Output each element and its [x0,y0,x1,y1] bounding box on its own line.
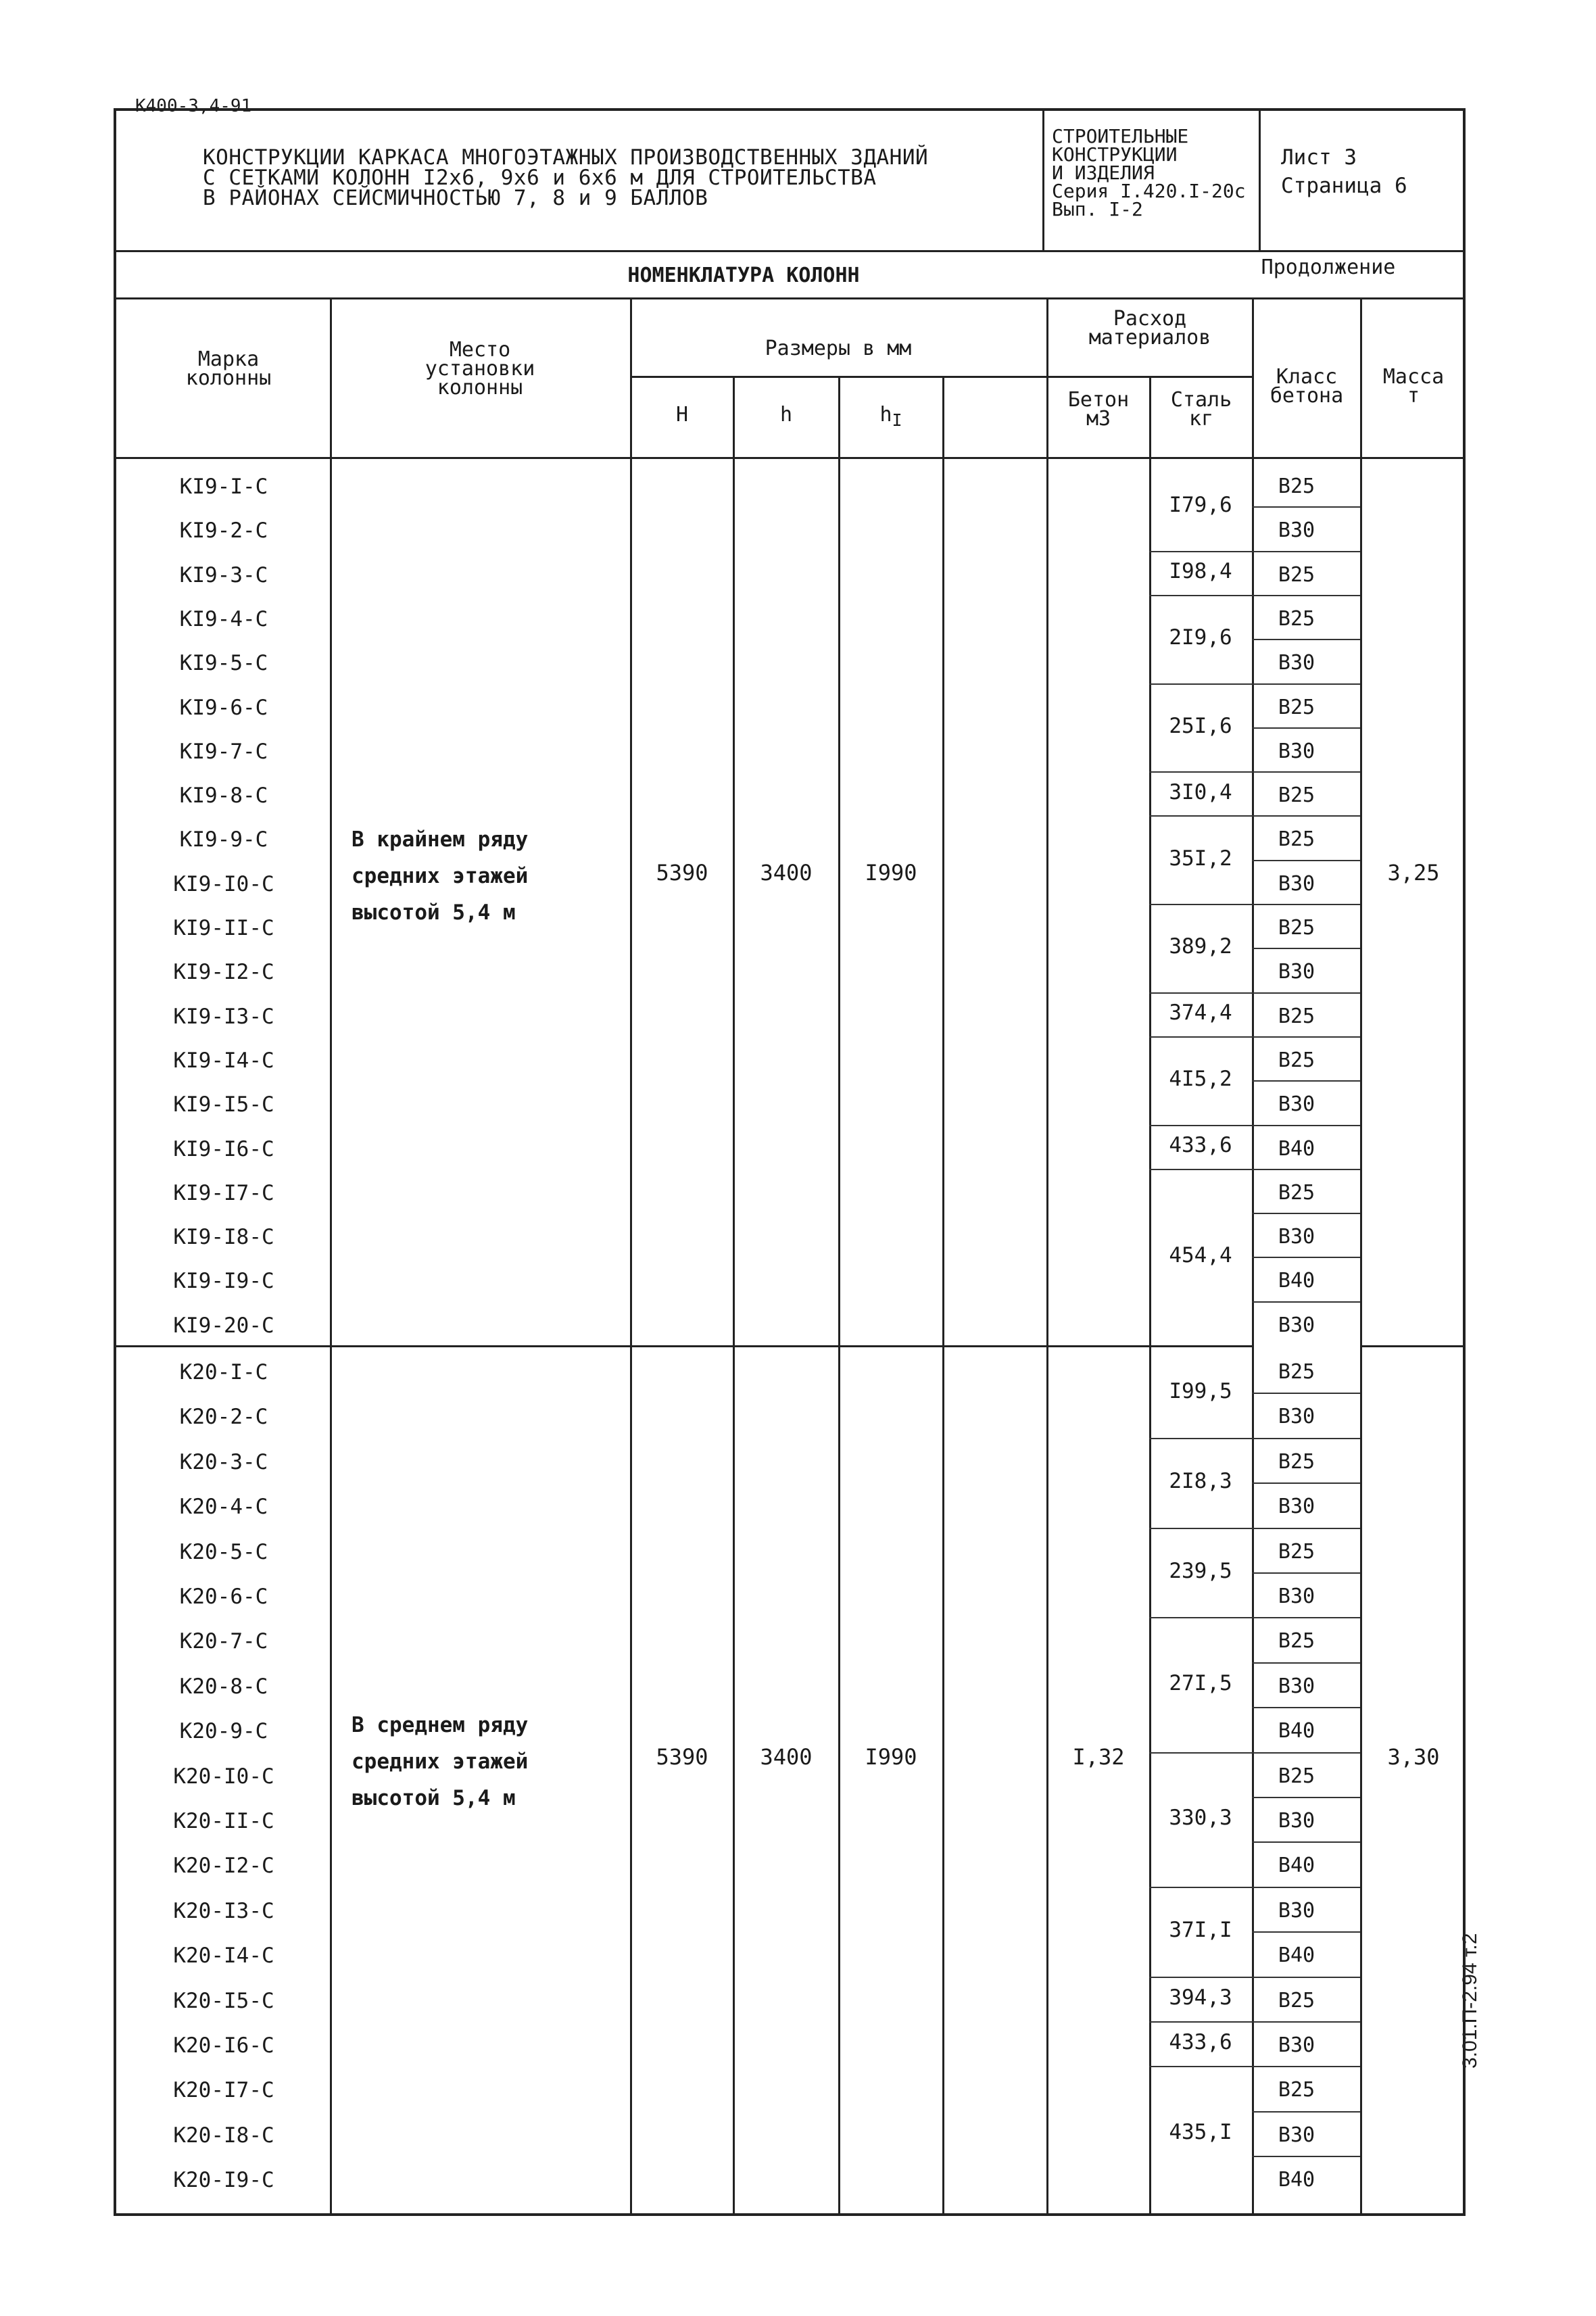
steel-consumption: 389,2 [1169,934,1232,959]
header-text: Место [449,338,511,362]
class-row-line [1252,2066,1360,2067]
class-row-line [1252,1887,1360,1888]
concrete-class: В30 [1278,1225,1315,1249]
class-row-line [1252,1931,1360,1933]
column-mark: К20-8-С [179,1674,268,1699]
class-row-line [1252,1125,1360,1126]
class-row-line [1252,948,1360,949]
header-text: Масса [1382,365,1445,389]
concrete-class: В30 [1278,1313,1315,1337]
concrete-class: В25 [1278,1629,1315,1654]
steel-consumption: 25I,6 [1169,713,1232,738]
series-line: КОНСТРУКЦИИ [1052,143,1178,166]
steel-consumption: 4I5,2 [1169,1067,1232,1092]
group2-H: 5390 [656,1744,708,1770]
header-sizes: Размеры в мм [765,337,912,360]
steel-consumption: 433,6 [1169,1133,1232,1158]
class-row-line [1252,506,1360,508]
header-text: м3 [1086,407,1111,431]
col-line-place [330,297,332,2216]
class-row-line [1252,1213,1360,1214]
class-row-line [1252,815,1360,817]
column-mark: КI9-3-С [179,562,268,587]
group1-h: 3400 [760,860,813,886]
title-block-bottom-line [114,250,1466,252]
column-mark: К20-7-С [179,1629,268,1654]
steel-row-line [1149,904,1252,905]
class-row-line [1252,1528,1360,1529]
class-row-line [1252,1036,1360,1038]
class-row-line [1252,1080,1360,1082]
steel-row-line [1149,771,1252,773]
steel-consumption: 35I,2 [1169,846,1232,871]
col-line-h1 [838,376,840,2216]
steel-consumption: 2I8,3 [1169,1469,1232,1494]
column-mark: КI9-20-С [173,1313,274,1338]
series-line: Серия I.420.I-20с [1052,180,1246,202]
side-document-code: 3.01.П-2.94 т.2 [1459,1933,1481,2069]
steel-row-line [1149,992,1252,994]
class-row-line [1252,1617,1360,1618]
steel-consumption: I98,4 [1169,559,1232,584]
steel-consumption: 435,I [1169,2120,1232,2144]
concrete-class: В25 [1278,1180,1315,1205]
concrete-class: В30 [1278,1495,1315,1519]
class-row-line [1252,595,1360,596]
column-mark: К20-I9-С [173,2168,274,2193]
column-mark: К20-I-С [179,1360,268,1384]
header-subscript: I [892,410,902,430]
column-mark: КI9-II-С [173,916,274,940]
steel-row-line [1149,815,1252,817]
steel-row-line [1149,595,1252,596]
column-mark: КI9-9-С [179,827,268,852]
series-line: СТРОИТЕЛЬНЫЕ [1052,125,1189,147]
concrete-class: В30 [1278,960,1315,984]
concrete-class: В30 [1278,2033,1315,2057]
concrete-class: В40 [1278,1854,1315,1878]
class-row-line [1252,727,1360,729]
concrete-class: В25 [1278,1360,1315,1384]
header-steel [1151,388,1252,431]
concrete-class: В25 [1278,695,1315,719]
steel-row-line [1149,1977,1252,1978]
steel-row-line [1149,1438,1252,1439]
header-text: Расход [1113,307,1187,331]
column-mark: КI9-I6-С [173,1136,274,1161]
title-block-divider [1042,108,1044,251]
steel-consumption: 374,4 [1169,1000,1232,1026]
concrete-class: В30 [1278,1405,1315,1429]
column-mark: К20-I3-С [173,1898,274,1923]
steel-row-line [1149,1617,1252,1618]
place-line: высотой 5,4 м [352,1786,516,1810]
header-text: установки [425,357,535,381]
concrete-class: В25 [1278,606,1315,631]
column-mark: КI9-I3-С [173,1004,274,1029]
column-mark: КI9-I2-С [173,960,274,985]
title-line: С СЕТКАМИ КОЛОНН I2х6, 9х6 и 6х6 м ДЛЯ СТРОИТЕЛЬСТВА [203,166,877,190]
group1-H: 5390 [656,860,708,886]
column-mark: К20-I5-С [173,1988,274,2013]
class-row-line [1252,2021,1360,2023]
class-row-line [1252,1301,1360,1303]
steel-row-line [1149,551,1252,552]
steel-consumption: 27I,5 [1169,1671,1232,1695]
column-mark: КI9-8-С [179,783,268,809]
concrete-class: В25 [1278,562,1315,587]
column-mark: КI9-I5-С [173,1092,274,1117]
group1-mass: 3,25 [1387,860,1440,886]
header-mass [1361,365,1466,408]
group2-mass: 3,30 [1387,1744,1440,1770]
concrete-class: В25 [1278,916,1315,940]
steel-row-line [1149,1887,1252,1888]
steel-row-line [1149,1169,1252,1170]
header-text: бетона [1269,384,1344,408]
column-mark: К20-I8-С [173,2123,274,2148]
column-mark: К20-I7-С [173,2078,274,2103]
steel-consumption: I99,5 [1169,1379,1232,1404]
column-mark: К20-5-С [179,1539,268,1564]
document-title [203,147,1027,208]
header-h1 [840,403,942,430]
column-mark: КI9-I4-С [173,1048,274,1073]
column-mark: К20-II-С [173,1809,274,1833]
series-block [1052,127,1255,218]
header-H: H [675,403,689,427]
concrete-class: В25 [1278,1004,1315,1028]
concrete-class: В30 [1278,1809,1315,1833]
place-line: высотой 5,4 м [352,900,516,925]
class-row-line [1252,1707,1360,1708]
concrete-class: В40 [1278,1269,1315,1293]
class-row-line [1252,2156,1360,2157]
col-line-h [733,376,735,2216]
column-mark: К20-I6-С [173,2033,274,2058]
column-mark: К20-9-С [179,1719,268,1744]
continuation-label: Продолжение [1261,256,1396,279]
table-caption: НОМЕНКЛАТУРА КОЛОНН [627,264,860,287]
concrete-class: В25 [1278,1988,1315,2012]
steel-row-line [1149,2021,1252,2023]
header-text: кг [1188,407,1214,431]
col-line-steel [1149,376,1151,2216]
class-row-line [1252,992,1360,994]
concrete-class: В30 [1278,739,1315,763]
series-line: И ИЗДЕЛИЯ [1052,162,1155,184]
column-mark: КI9-4-С [179,606,268,631]
steel-consumption: 2I9,6 [1169,625,1232,650]
concrete-class: В25 [1278,783,1315,808]
sheet-block [1281,143,1457,200]
column-mark: К20-6-С [179,1585,268,1609]
steel-consumption: 394,3 [1169,1985,1232,2010]
concrete-class: В25 [1278,475,1315,498]
steel-consumption: I79,6 [1169,493,1232,518]
column-mark: КI9-I8-С [173,1225,274,1250]
concrete-class: В40 [1278,1944,1315,1968]
header-materials [1048,307,1252,349]
header-text: т [1407,384,1420,408]
column-mark: К20-I0-С [173,1764,274,1789]
column-mark: К20-4-С [179,1495,268,1520]
place-line: В среднем ряду [352,1713,529,1737]
page-number: Страница 6 [1281,174,1407,198]
document-code: К400-3,4-91 [135,96,252,116]
steel-consumption: 3I0,4 [1169,779,1232,804]
steel-consumption: 330,3 [1169,1806,1232,1831]
class-row-line [1252,1797,1360,1798]
title-block-divider-2 [1259,108,1261,251]
header-text: Бетон [1067,388,1130,412]
column-mark: К20-I2-С [173,1854,274,1879]
steel-consumption: 239,5 [1169,1559,1232,1583]
header-class [1253,365,1360,408]
steel-row-line [1149,1528,1252,1529]
col-line-extra [942,376,944,2216]
col-line-H [630,297,632,2216]
header-bottom-line [114,457,1466,459]
class-row-line [1252,2111,1360,2113]
class-row-line [1252,860,1360,861]
concrete-class: В30 [1278,518,1315,543]
header-text: колонны [185,366,272,390]
header-mark [127,347,330,390]
caption-bottom-line [114,297,1466,299]
group-separator-mass [1360,1345,1466,1347]
column-mark: КI9-I7-С [173,1180,274,1205]
class-row-line [1252,771,1360,773]
header-text: Марка [197,347,260,371]
concrete-class: В25 [1278,1048,1315,1072]
concrete-class: В30 [1278,1898,1315,1923]
group1-h1: I990 [865,860,917,886]
concrete-class: В30 [1278,651,1315,675]
group2-place [352,1707,622,1816]
concrete-class: В25 [1278,2078,1315,2102]
column-mark: К20-3-С [179,1449,268,1474]
concrete-class: В40 [1278,1719,1315,1743]
class-row-line [1252,904,1360,905]
place-line: средних этажей [352,1750,529,1774]
title-line: В РАЙОНАХ СЕЙСМИЧНОСТЬЮ 7, 8 и 9 БАЛЛОВ [203,186,708,210]
header-concrete [1048,388,1149,431]
column-mark: КI9-I9-С [173,1269,274,1294]
class-row-line [1252,683,1360,685]
group1-place [352,821,622,931]
concrete-class: В30 [1278,1585,1315,1608]
steel-row-line [1149,683,1252,685]
class-row-line [1252,1393,1360,1394]
column-mark: КI9-2-С [179,518,268,544]
concrete-class: В30 [1278,871,1315,896]
place-line: средних этажей [352,864,529,888]
class-row-line [1252,1257,1360,1258]
group-separator [114,1345,1252,1347]
class-row-line [1252,1841,1360,1843]
header-place [331,338,629,400]
steel-consumption: 454,4 [1169,1243,1232,1268]
group2-h1: I990 [865,1744,917,1770]
concrete-class: В30 [1278,1092,1315,1117]
title-block-top-line [1042,108,1466,110]
group2-concrete: I,32 [1072,1744,1125,1770]
steel-row-line [1149,1125,1252,1126]
class-row-line [1252,1752,1360,1754]
header-h: h [779,403,793,427]
header-text: Сталь [1170,388,1232,412]
header-text: материалов [1088,326,1211,349]
column-mark: К20-I4-С [173,1944,274,1969]
class-row-line [1252,1482,1360,1484]
header-text: колонны [437,376,523,400]
series-line: Вып. I-2 [1052,198,1143,220]
header-subline [630,376,1252,378]
concrete-class: В25 [1278,1539,1315,1564]
class-row-line [1252,1662,1360,1664]
steel-row-line [1149,1752,1252,1754]
column-mark: КI9-I-С [179,475,268,499]
column-mark: КI9-I0-С [173,871,274,896]
place-line: В крайнем ряду [352,827,529,852]
concrete-class: В40 [1278,2168,1315,2192]
column-mark: КI9-7-С [179,739,268,764]
class-row-line [1252,1438,1360,1439]
concrete-class: В40 [1278,1136,1315,1161]
concrete-class: В25 [1278,827,1315,852]
steel-consumption: 433,6 [1169,2030,1232,2055]
class-row-line [1252,1572,1360,1574]
steel-row-line [1149,1036,1252,1038]
class-row-line [1252,639,1360,640]
column-mark: КI9-6-С [179,695,268,720]
steel-consumption: 37I,I [1169,1918,1232,1943]
title-line: КОНСТРУКЦИИ КАРКАСА МНОГОЭТАЖНЫХ ПРОИЗВОДСТВЕННЫХ ЗДАНИЙ [203,145,929,170]
column-mark: КI9-5-С [179,651,268,676]
steel-row-line [1149,2066,1252,2067]
concrete-class: В30 [1278,2123,1315,2147]
class-row-line [1252,1977,1360,1978]
column-mark: К20-2-С [179,1405,268,1430]
col-line-concrete [1046,297,1048,2216]
class-row-line [1252,1169,1360,1170]
concrete-class: В30 [1278,1674,1315,1698]
group2-h: 3400 [760,1744,813,1770]
header-text: h [879,403,892,427]
col-line-mass [1360,297,1362,2216]
header-text: Класс [1276,365,1338,389]
class-row-line [1252,551,1360,552]
concrete-class: В25 [1278,1764,1315,1788]
concrete-class: В25 [1278,1449,1315,1474]
sheet-number: Лист 3 [1281,145,1357,170]
